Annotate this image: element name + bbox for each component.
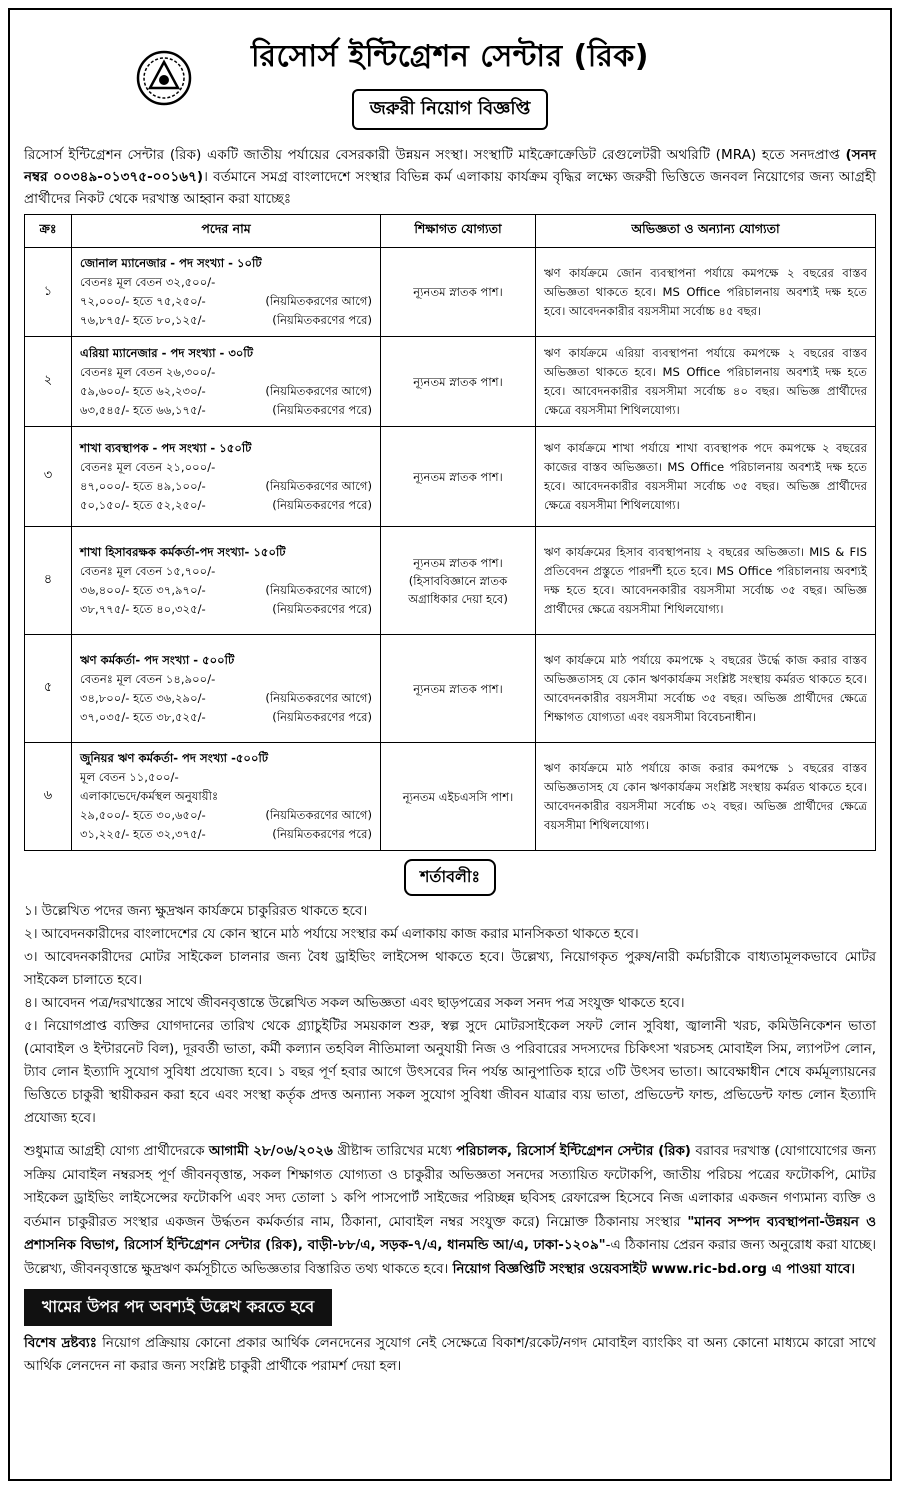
salary-range: ৩৭,০৩৫/- হতে ৩৮,৫২৫/- <box>80 709 206 724</box>
row-education: ন্যূনতম স্নাতক পাশ। <box>381 337 536 427</box>
salary-basic: বেতনঃ মূল বেতন ১৫,৭০০/- <box>80 563 216 578</box>
salary-range: ২৯,৫০০/- হতে ৩০,৬৫০/- <box>80 808 206 822</box>
salary-range: ৬৩,৫৪৫/- হতে ৬৬,১৭৫/- <box>80 402 206 417</box>
salary-note: (নিয়মিতকরণের আগে) <box>265 294 372 308</box>
salary-range: ৩৮,৭৭৫/- হতে ৪০,৩২৫/- <box>80 601 206 616</box>
row-experience: ঋণ কার্যক্রমের হিসাব ব্যবস্থাপনায় ২ বছরের অভিজ্ঞতা। MIS & FIS প্রতিবেদন প্রস্তুতে পারদর্শী হতে হবে। MS Office পরিচালনায় অবশ্যই দক্ষ হতে হবে। আবেদনকারীর বয়সসীমা সর্বোচ্চ ৩৫ বছর। অভিজ্ঞ প্রার্থীদের ক্ষেত্রে বয়সসীমা শিথিলযোগ্য। <box>536 527 876 635</box>
salary-note: (নিয়মিতকরণের আগে) <box>265 383 372 398</box>
organization-title: রিসোর্স ইন্টিগ্রেশন সেন্টার (রিক) <box>250 39 650 74</box>
row-post <box>72 527 381 635</box>
mailing-address: "মানব সম্পদ ব্যবস্থাপনা-উন্নয়ন ও প্রশাসনিক বিভাগ, রিসোর্স ইন্টিগ্রেশন সেন্টার (রিক), বাড়ী-৮৮/এ, সড়ক-৭/এ, ধানমন্ডি আ/এ, ঢাকা-১২০৯" <box>24 1214 876 1253</box>
post-title: এরিয়া ম্যানেজার - পদ সংখ্যা - ৩০টি <box>80 345 254 360</box>
conditions-heading: শর্তাবলীঃ <box>404 859 496 896</box>
salary-basic: বেতনঃ মূল বেতন ১৪,৯০০/- <box>80 671 216 686</box>
salary-range: ৭২,০০০/- হতে ৭৫,২৫০/- <box>80 294 206 308</box>
row-serial: ৪ <box>25 527 72 635</box>
header-experience: অভিজ্ঞতা ও অন্যান্য যোগ্যতা <box>536 215 876 248</box>
salary-note: (নিয়মিতকরণের পরে) <box>272 827 372 841</box>
salary-note: (নিয়মিতকরণের আগে) <box>265 808 372 822</box>
salary-note: (নিয়মিতকরণের আগে) <box>265 478 372 493</box>
post-title: ঋণ কর্মকর্তা- পদ সংখ্যা - ৫০০টি <box>80 652 235 667</box>
website-note: নিয়োগ বিজ্ঞপ্তিটি সংস্থার ওয়েবসাইট www.ric-bd.org এ পাওয়া যাবে। <box>452 1261 856 1277</box>
row-experience: ঋণ কার্যক্রমে মাঠ পর্যায়ে কাজ করার কমপক্ষে ১ বছরের বাস্তব অভিজ্ঞতাসহ যে কোন ঋণকার্যক্রম সংশ্লিষ্ট সংস্থায় কর্মরত থাকতে হবে। আবেদনকারীর বয়সসীমা সর্বোচ্চ ৩২ বছর। অভিজ্ঞ প্রার্থীদের ক্ষেত্রে বয়সসীমা শিথিলযোগ্য। <box>536 743 876 851</box>
condition-item: ৫। নিয়োগপ্রাপ্ত ব্যক্তির যোগদানের তারিখ থেকে গ্র্যাচুইটির সময়কাল শুরু, স্বল্প সুদে মোটরসাইকেল সফট লোন সুবিধা, জ্বালানী খরচ, কমিউনিকেশন ভাতা (মোবাইল ও ইন্টারনেট বিল), দূরবর্তী ভাতা, কর্মী কল্যান তহবিল নীতিমালা অনুযায়ী নিজ ও পরিবারের সদস্যদের চিকিৎসা খরচসহ মোবাইল সিম, ল্যাপটপ লোন, ট্যাব লোন ইত্যাদি সুযোগ সুবিধা প্রযোজ্য হবে। ১ বছর পূর্ণ হবার আগে উৎসবের দিন পর্যন্ত আনুপাতিক হারে ৩টি উৎসব ভাতা। আবেক্ষাধীন শেষে কর্মমূল্যায়নের ভিত্তিতে চাকুরী স্থায়ীকরন করা হবে এবং সংস্থা কর্তৃক প্রদত্ত অন্যান্য সকল সুযোগ সুবিধা জীবন যাত্রার ব্যয় ভাতা, প্রভিডেন্ট ফান্ড, প্রভিডেন্ট ফান্ড লোন ইত্যাদি প্রযোজ্য হবে। <box>24 1019 877 1126</box>
organization-emblem-icon <box>136 50 192 106</box>
special-notice <box>24 1332 876 1378</box>
condition-item: ২। আবেদনকারীদের বাংলাদেশের যে কোন স্থানে মাঠ পর্যায়ে সংস্থার কর্ম এলাকায় কাজ করার মানসিকতা থাকতে হবে। <box>24 927 639 942</box>
salary-note: (নিয়মিতকরণের পরে) <box>272 313 372 327</box>
conditions-list <box>24 900 876 1130</box>
header-post: পদের নাম <box>72 215 381 248</box>
post-title: শাখা হিসাবরক্ষক কর্মকর্তা-পদ সংখ্যা- ১৫০টি <box>80 544 286 559</box>
table-row <box>25 743 876 851</box>
table-header-row <box>25 215 876 248</box>
table-row <box>25 248 876 337</box>
salary-basic: বেতনঃ মূল বেতন ২১,০০০/- <box>80 459 216 474</box>
salary-note: (নিয়মিতকরণের আগে) <box>265 582 372 597</box>
condition-item: ৪। আবেদন পত্র/দরখাস্তের সাথে জীবনবৃত্তান্তে উল্লেখিত সকল অভিজ্ঞতা এবং ছাড়পত্রের সকল সনদ পত্র সংযুক্ত থাকতে হবে। <box>24 996 685 1011</box>
salary-range: ৩৬,৪০০/- হতে ৩৭,৯৭০/- <box>80 582 206 597</box>
row-post <box>72 427 381 527</box>
header-serial: ক্রঃ <box>25 215 72 248</box>
recipient: পরিচালক, রিসোর্স ইন্টিগ্রেশন সেন্টার (রিক) <box>456 1144 691 1159</box>
salary-range: ৪৭,০০০/- হতে ৪৯,১০০/- <box>80 478 206 493</box>
row-serial: ১ <box>25 248 72 337</box>
row-serial: ৬ <box>25 743 72 851</box>
certificate-number: (সনদ নম্বর ০০৩৪৯-০১৩৭৫-০০১৬৭) <box>24 147 876 185</box>
salary-basic: বেতনঃ মূল বেতন ৩২,৫০০/- <box>80 275 216 289</box>
notice-text: নিয়োগ প্রক্রিয়ায় কোনো প্রকার আর্থিক লেনদেনের সুযোগ নেই সেক্ষেত্রে বিকাশ/রকেট/নগদ মোবাইল ব্যাংকিং বা অন্য কোনো মাধ্যমে কারো সাথে আর্থিক লেনদেন না করার জন্য সংশ্লিষ্ট চাকুরী প্রার্থীকে পরামর্শ দেয়া হল। <box>24 1336 876 1374</box>
row-serial: ৫ <box>25 635 72 743</box>
salary-note: (নিয়মিতকরণের পরে) <box>272 402 372 417</box>
row-education: ন্যূনতম স্নাতক পাশ। <box>381 248 536 337</box>
table-row <box>25 527 876 635</box>
notice-label: বিশেষ দ্রষ্টব্যঃ <box>24 1336 97 1351</box>
salary-range: ৫৯,৬০০/- হতে ৬২,২৩০/- <box>80 383 206 398</box>
post-title: জুনিয়র ঋণ কর্মকর্তা- পদ সংখ্যা -৫০০টি <box>80 751 269 765</box>
header <box>24 32 876 140</box>
post-title: শাখা ব্যবস্থাপক - পদ সংখ্যা - ১৫০টি <box>80 440 252 455</box>
salary-area-note: এলাকাভেদে/কর্মস্থল অনুযায়ীঃ <box>80 789 219 803</box>
salary-range: ৭৬,৮৭৫/- হতে ৮০,১২৫/- <box>80 313 206 327</box>
intro-paragraph: রিসোর্স ইন্টিগ্রেশন সেন্টার (রিক) একটি জাতীয় পর্যায়ের বেসরকারী উন্নয়ন সংস্থা। সংস্থাটি মাইক্রোক্রেডিট রেগুলেটরী অথরিটি (MRA) হতে সনদপ্রাপ্ত (সনদ নম্বর ০০৩৪৯-০১৩৭৫-০০১৬৭)। বর্তমানে সমগ্র বাংলাদেশে সংস্থার বিভিন্ন কর্ম এলাকায় কার্যক্রম বৃদ্ধির লক্ষ্যে জরুরী ভিত্তিতে জনবল নিয়োগের জন্য আগ্রহী প্রার্থীদের নিকট থেকে দরখাস্ত আহ্বান করা যাচ্ছেঃ <box>24 147 877 207</box>
table-row <box>25 635 876 743</box>
salary-note: (নিয়মিতকরণের আগে) <box>265 690 372 705</box>
table-row <box>25 337 876 427</box>
salary-note: (নিয়মিতকরণের পরে) <box>272 497 372 512</box>
row-experience: ঋণ কার্যক্রমে জোন ব্যবস্থাপনা পর্যায়ে কমপক্ষে ২ বছরের বাস্তব অভিজ্ঞতা থাকতে হবে। MS Office পরিচালনায় অবশ্যই দক্ষ হতে হবে। আবেদনকারীর বয়সসীমা সর্বোচ্চ ৪৫ বছর। <box>536 248 876 337</box>
row-serial: ২ <box>25 337 72 427</box>
salary-range: ৩১,২২৫/- হতে ৩২,৩৭৫/- <box>80 827 206 841</box>
row-post <box>72 635 381 743</box>
row-experience: ঋণ কার্যক্রমে শাখা পর্যায়ে শাখা ব্যবস্থাপক পদে কমপক্ষে ২ বছরের কাজের বাস্তব অভিজ্ঞতা। MS Office পরিচালনায় অবশ্যই দক্ষ হতে হবে। আবেদনকারীর বয়সসীমা সর্বোচ্চ ৩৫ বছর। অভিজ্ঞ প্রার্থীদের ক্ষেত্রে বয়সসীমা শিথিলযোগ্য। <box>536 427 876 527</box>
job-table <box>24 214 876 851</box>
table-row <box>25 427 876 527</box>
salary-range: ৩৪,৮০০/- হতে ৩৬,২৯০/- <box>80 690 206 705</box>
salary-note: (নিয়মিতকরণের পরে) <box>272 709 372 724</box>
row-education: ন্যূনতম স্নাতক পাশ। (হিসাববিজ্ঞানে স্নাতক অগ্রাধিকার দেয়া হবে) <box>381 527 536 635</box>
row-education: ন্যূনতম স্নাতক পাশ। <box>381 635 536 743</box>
notice-page <box>8 8 892 1481</box>
condition-item: ৩। আবেদনকারীদের মোটর সাইকেল চালনার জন্য বৈধ ড্রাইভিং লাইসেন্স থাকতে হবে। উল্লেখ্য, নিয়োগকৃত পুরুষ/নারী কর্মচারীকে বাধ্যতামূলকভাবে মোটর সাইকেল চালাতে হবে। <box>24 950 876 988</box>
header-education: শিক্ষাগত যোগ্যতা <box>381 215 536 248</box>
salary-basic: বেতনঃ মূল বেতন ২৬,৩০০/- <box>80 364 216 379</box>
deadline-date: আগামী ২৮/০৬/২০২৬ <box>208 1144 333 1159</box>
row-post <box>72 248 381 337</box>
row-serial: ৩ <box>25 427 72 527</box>
application-paragraph: শুধুমাত্র আগ্রহী যোগ্য প্রার্থীদেরকে আগামী ২৮/০৬/২০২৬ খ্রীষ্টাব্দ তারিখের মধ্যে পরিচালক, রিসোর্স ইন্টিগ্রেশন সেন্টার (রিক) বরাবর দরখাস্ত (যোগাযোগের জন্য সক্রিয় মোবাইল নম্বরসহ পূর্ণ জীবনবৃত্তান্ত, সকল শিক্ষাগত যোগ্যতা ও চাকুরীর অভিজ্ঞতা সনদের সত্যায়িত ফটোকপি, জাতীয় পরিচয় পত্রের ফটোকপি, মোটর সাইকেল ড্রাইভিং লাইসেন্সের ফটোকপি এবং সদ্য তোলা ১ কপি পাসপোর্ট সাইজের পরিচ্ছন্ন ছবিসহ রেফারেন্স হিসেবে নিজ এলাকার একজন গণ্যমান্য ব্যক্তি ও বর্তমান চাকুরীরত সংস্থার একজন উর্দ্ধতন কর্মকর্তার নাম, ঠিকানা, মোবাইল নম্বর সংযুক্ত করে) নিম্নোক্ত ঠিকানায় সংস্থার "মানব সম্পদ ব্যবস্থাপনা-উন্নয়ন ও প্রশাসনিক বিভাগ, রিসোর্স ইন্টিগ্রেশন সেন্টার (রিক), বাড়ী-৮৮/এ, সড়ক-৭/এ, ধানমন্ডি আ/এ, ঢাকা-১২০৯"-এ ঠিকানায় প্রেরন করার জন্য অনুরোধ করা যাচ্ছে। উল্লেখ্য, জীবনবৃত্তান্তে ক্ষুদ্রঋণ কর্মসূচীতে অভিজ্ঞতার বিস্তারিত তথ্য থাকতে হবে। নিয়োগ বিজ্ঞপ্তিটি সংস্থার ওয়েবসাইট www.ric-bd.org এ পাওয়া যাবে। <box>24 1144 877 1277</box>
salary-basic: মূল বেতন ১১,৫০০/- <box>80 770 179 784</box>
row-education: ন্যূনতম স্নাতক পাশ। <box>381 427 536 527</box>
post-title: জোনাল ম্যানেজার - পদ সংখ্যা - ১০টি <box>80 256 262 270</box>
salary-range: ৫০,১৫০/- হতে ৫২,২৫০/- <box>80 497 206 512</box>
row-experience: ঋণ কার্যক্রমে এরিয়া ব্যবস্থাপনা পর্যায়ে কমপক্ষে ২ বছরের বাস্তব অভিজ্ঞতা থাকতে হবে। MS Office পরিচালনায় অবশ্যই দক্ষ হতে হবে। আবেদনকারীর বয়সসীমা সর্বোচ্চ ৪০ বছর। অভিজ্ঞ প্রার্থীদের ক্ষেত্রে বয়সসীমা শিথিলযোগ্য। <box>536 337 876 427</box>
condition-item: ১। উল্লেখিত পদের জন্য ক্ষুদ্রঋন কার্যক্রমে চাকুরিরত থাকতে হবে। <box>24 904 368 919</box>
row-education: ন্যূনতম এইচএসসি পাশ। <box>381 743 536 851</box>
notice-subtitle: জরুরী নিয়োগ বিজ্ঞপ্তি <box>352 89 549 130</box>
envelope-banner: খামের উপর পদ অবশ্যই উল্লেখ করতে হবে <box>24 1289 332 1326</box>
row-post <box>72 337 381 427</box>
row-post <box>72 743 381 851</box>
row-experience: ঋণ কার্যক্রমে মাঠ পর্যায়ে কমপক্ষে ২ বছরের উর্দ্ধে কাজ করার বাস্তব অভিজ্ঞতাসহ যে কোন ঋণকার্যক্রম সংশ্লিষ্ট সংস্থায় কর্মরত থাকতে হবে। আবেদনকারীর বয়সসীমা সর্বোচ্চ ৩৫ বছর। অভিজ্ঞ প্রার্থীদের ক্ষেত্রে শিক্ষাগত যোগ্যতা এবং বয়সসীমা বিবেচনাধীন। <box>536 635 876 743</box>
salary-note: (নিয়মিতকরণের পরে) <box>272 601 372 616</box>
